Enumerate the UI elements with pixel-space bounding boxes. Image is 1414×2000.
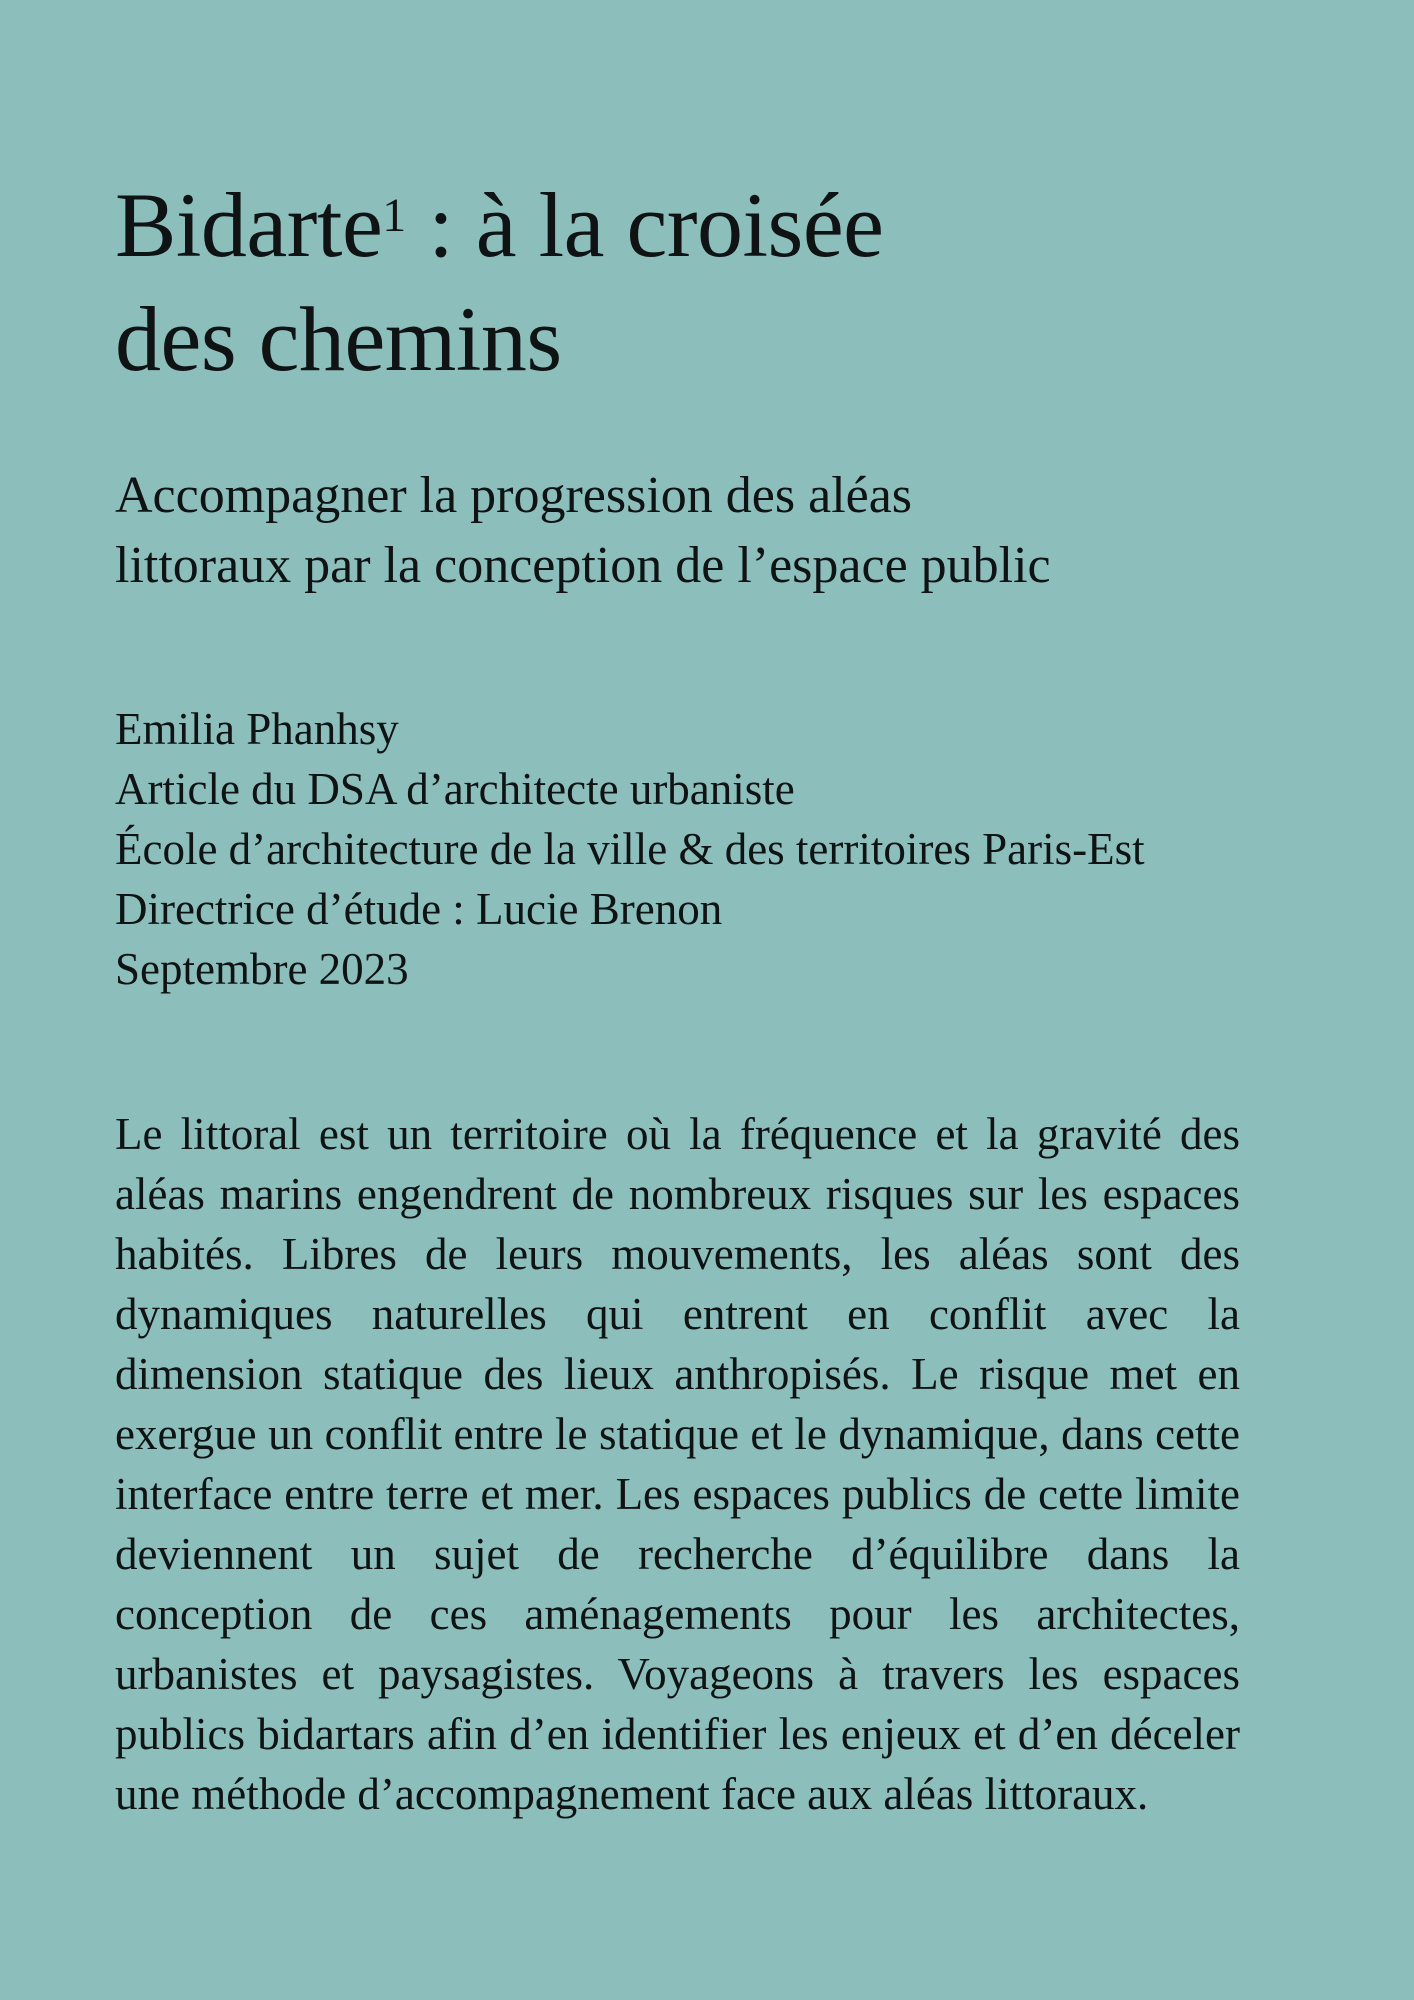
- publication-date: Septembre 2023: [115, 944, 409, 994]
- page-title-line1: [115, 168, 1315, 282]
- article-type: Article du DSA d’architecte urbaniste: [115, 764, 795, 814]
- study-director: Directrice d’étude : Lucie Brenon: [115, 884, 723, 934]
- school-name: École d’architecture de la ville & des territoires Paris-Est: [115, 824, 1145, 874]
- page-title: [115, 168, 1315, 396]
- page-title-line1-rest: : à la croisée: [405, 173, 884, 276]
- author-credits-block: [115, 699, 1245, 999]
- footnote-reference-superscript: 1: [382, 188, 406, 242]
- page-title-main-word: Bidarte: [115, 173, 383, 276]
- page-title-line2: des chemins: [115, 287, 562, 390]
- abstract-paragraph: Le littoral est un territoire où la fréquence et la gravité des aléas marins engendrent de nombreux risques sur les espaces habités. Libres de leurs mouvements, les aléas sont des dynamiques naturelles qui entrent en conflit avec la dimension statique des lieux anthropisés. Le risque met en exergue un conflit entre le statique et le dynamique, dans cette interface entre terre et mer. Les espaces publics de cette limite deviennent un sujet de recherche d’équilibre dans la conception de ces aménagements pour les architectes, urbanistes et paysagistes. Voyageons à travers les espaces publics bidartars afin d’en identifier les enjeux et d’en déceler une méthode d’accompagnement face aux aléas littoraux.: [115, 1109, 1240, 1819]
- page-subtitle: Accompagner la progression des aléas littoraux par la conception de l’espace public: [115, 467, 1051, 595]
- author-name: Emilia Phanhsy: [115, 704, 399, 754]
